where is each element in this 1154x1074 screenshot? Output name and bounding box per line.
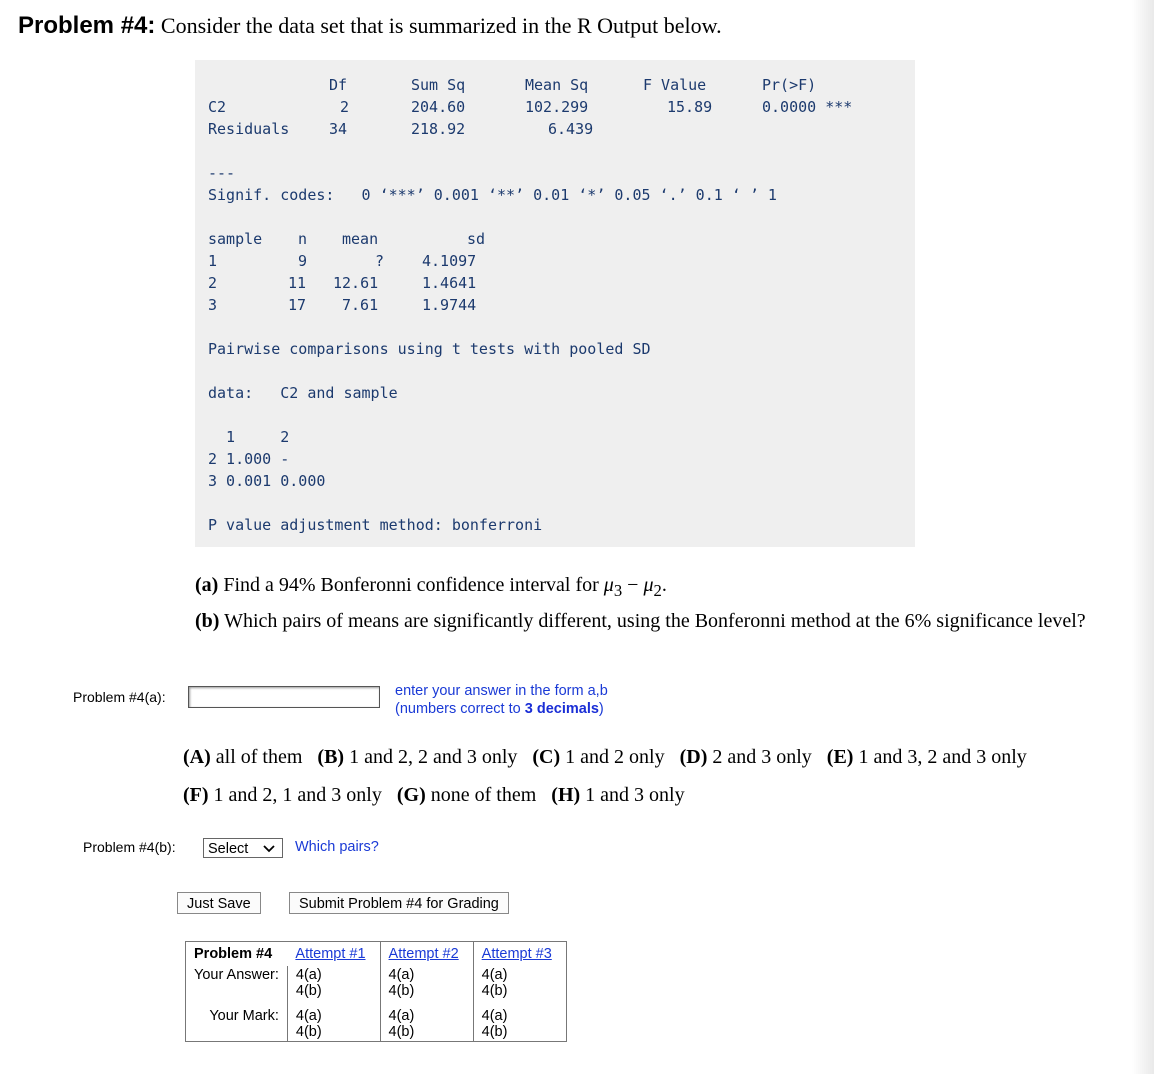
part-b-select[interactable]	[203, 838, 283, 858]
summary-row-mean: 7.61	[342, 296, 379, 314]
attempt-1-mark: 4(a) 4(b)	[287, 1000, 380, 1042]
mu-subscript: 2	[653, 581, 662, 600]
separator: ---	[208, 164, 236, 182]
anova-row-sumsq: 218.92	[411, 120, 466, 138]
option-text: 1 and 3 only	[585, 784, 685, 806]
option-text: 1 and 2, 2 and 3 only	[349, 746, 518, 768]
summary-header-n: n	[298, 230, 308, 248]
attempt-3-link[interactable]: Attempt #3	[473, 942, 566, 967]
question-a-text: Find a 94% Bonferonni confidence interval for	[223, 574, 599, 596]
anova-row-p: 0.0000 ***	[762, 98, 853, 116]
option-key: (C)	[532, 746, 561, 768]
just-save-button[interactable]: Just Save	[177, 892, 261, 914]
anova-header-f: F Value	[643, 76, 707, 94]
attempt-2-mark: 4(a) 4(b)	[380, 1000, 473, 1042]
question-b-text: Which pairs of means are significantly different, using the Bonferonni method at the 6% significance level?	[224, 610, 1086, 632]
problem-header	[18, 12, 722, 40]
option-text: 1 and 3, 2 and 3 only	[858, 746, 1027, 768]
option-text: 2 and 3 only	[712, 746, 812, 768]
option-key: (D)	[679, 746, 708, 768]
question-a: (a) Find a 94% Bonferonni confidence interval for $\mu_3 - \mu_2$.	[195, 574, 667, 600]
problem-statement: Consider the data set that is summarized in the R Output below.	[160, 13, 722, 38]
options-line-1	[183, 746, 1027, 769]
signif-codes: Signif. codes: 0 ‘***’ 0.001 ‘**’ 0.01 ‘*’ 0.05 ‘.’ 0.1 ‘ ’ 1	[208, 186, 777, 204]
minus-sign: −	[622, 574, 644, 596]
chevron-down-icon	[262, 839, 276, 865]
part-a-hint	[395, 682, 608, 718]
pairwise-header: 1 2	[208, 428, 290, 446]
period: .	[661, 574, 667, 596]
option-key: (G)	[396, 784, 426, 806]
attempts-table	[185, 941, 567, 1042]
anova-row-df: 2	[340, 98, 350, 116]
anova-row-name: Residuals	[208, 120, 290, 138]
anova-row-df: 34	[329, 120, 348, 138]
options-line-2	[183, 784, 685, 807]
part-a-label: Problem #4(a):	[73, 689, 166, 705]
hint-line-1: enter your answer in the form a,b	[395, 683, 608, 699]
anova-header-p: Pr(>F)	[762, 76, 817, 94]
summary-header-sample: sample	[208, 230, 263, 248]
summary-row-sample: 2	[208, 274, 218, 292]
option-key: (A)	[183, 746, 211, 768]
anova-header-df: Df	[329, 76, 348, 94]
option-key: (E)	[826, 746, 854, 768]
summary-row-sd: 1.9744	[422, 296, 477, 314]
pairwise-row: 3 0.001 0.000	[208, 472, 326, 490]
summary-row-n: 11	[288, 274, 307, 292]
question-b-label: (b)	[195, 610, 220, 632]
summary-row-sample: 3	[208, 296, 218, 314]
summary-row-n: 9	[298, 252, 308, 270]
summary-row-sd: 4.1097	[422, 252, 477, 270]
anova-row-meansq: 102.299	[525, 98, 589, 116]
summary-header-sd: sd	[467, 230, 486, 248]
anova-row-name: C2	[208, 98, 227, 116]
anova-row-f: 15.89	[667, 98, 713, 116]
question-a-label: (a)	[195, 574, 219, 596]
summary-row-n: 17	[288, 296, 307, 314]
anova-row-meansq: 6.439	[548, 120, 594, 138]
mu-subscript: 3	[613, 581, 623, 600]
summary-row-mean: ?	[375, 252, 385, 270]
option-key: (B)	[317, 746, 345, 768]
option-text: 1 and 2, 1 and 3 only	[213, 784, 382, 806]
attempt-3-mark: 4(a) 4(b)	[473, 1000, 566, 1042]
summary-header-mean: mean	[342, 230, 379, 248]
which-pairs-hint: Which pairs?	[295, 839, 379, 855]
submit-grading-button[interactable]: Submit Problem #4 for Grading	[289, 892, 509, 914]
attempt-1-link[interactable]: Attempt #1	[295, 946, 366, 962]
option-key: (F)	[183, 784, 209, 806]
anova-header-meansq: Mean Sq	[525, 76, 589, 94]
right-edge-shadow	[1132, 0, 1154, 1074]
summary-row-sample: 1	[208, 252, 218, 270]
option-text: none of them	[430, 784, 537, 806]
pairwise-row: 2 1.000 -	[208, 450, 290, 468]
part-b-label: Problem #4(b):	[83, 839, 176, 855]
summary-row-mean: 12.61	[333, 274, 379, 292]
attempt-2-answer: 4(a) 4(b)	[380, 966, 473, 1000]
question-b	[195, 610, 1086, 633]
hint-line-2: (numbers correct to 3 decimals)	[395, 701, 604, 717]
problem-tag: Problem #4:	[18, 12, 156, 39]
adjustment-method: P value adjustment method: bonferroni	[208, 516, 543, 534]
attempt-1-answer: 4(a) 4(b)	[287, 966, 380, 1000]
your-mark-label: Your Mark:	[209, 1008, 279, 1024]
attempt-2-link[interactable]: Attempt #2	[380, 942, 473, 967]
summary-row-sd: 1.4641	[422, 274, 477, 292]
option-text: all of them	[215, 746, 303, 768]
option-key: (H)	[551, 784, 581, 806]
part-a-answer-input[interactable]	[188, 686, 380, 708]
select-value: Select	[208, 841, 249, 857]
data-line: data: C2 and sample	[208, 384, 398, 402]
anova-header-sumsq: Sum Sq	[411, 76, 466, 94]
your-answer-label: Your Answer:	[194, 967, 279, 983]
attempts-header: Problem #4	[194, 946, 273, 962]
r-output-panel	[195, 60, 915, 547]
option-text: 1 and 2 only	[565, 746, 665, 768]
anova-row-sumsq: 204.60	[411, 98, 466, 116]
pairwise-title: Pairwise comparisons using t tests with pooled SD	[208, 340, 651, 358]
attempt-3-answer: 4(a) 4(b)	[473, 966, 566, 1000]
